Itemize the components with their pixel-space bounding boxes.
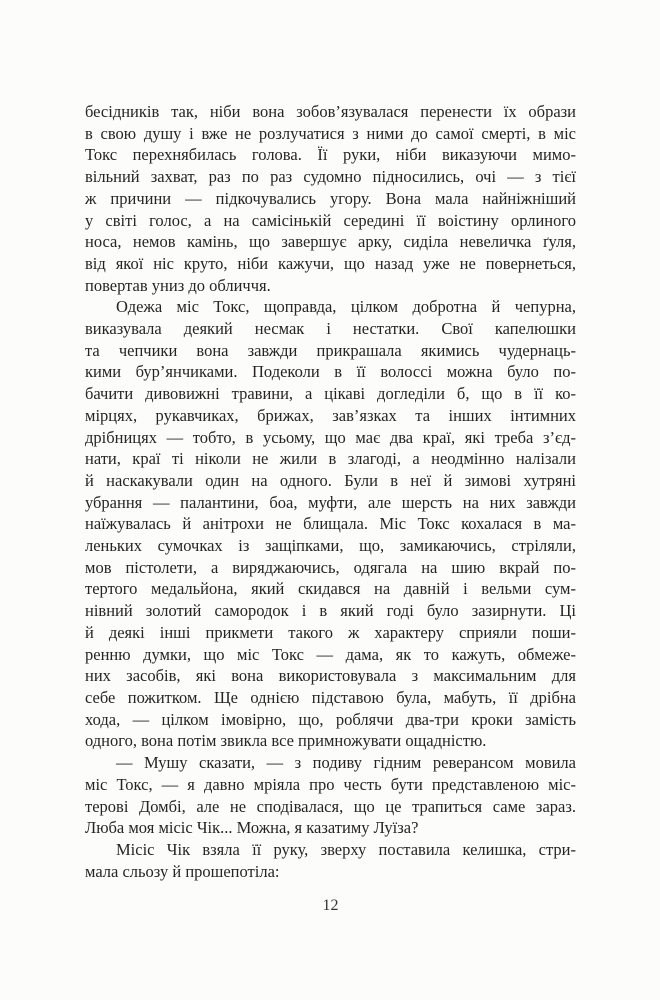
text-line: виказувала деякий несмак і нестатки. Свої капелюшки	[85, 319, 576, 339]
text-line: від якої ніс круто, ніби кажучи, що назад уже не повернеться,	[85, 253, 576, 273]
text-line: нівний золотий самородок і в який годі було зазирнути. Ці	[85, 601, 576, 621]
text-line: у світі голос, а на самісінькій середині її воістину орлиного	[85, 210, 576, 230]
text-line: нати, краї ті ніколи не жили в злагоді, а неодмінно налізали	[85, 449, 576, 469]
text-line: кими бур’янчиками. Подеколи в її волоссі можна було по-	[85, 362, 576, 382]
paragraph	[85, 101, 576, 296]
text-line: них засобів, які вона використовувала з максимальним для	[85, 666, 576, 686]
text-line: повертав униз до обличчя.	[85, 275, 271, 295]
text-line: Токс перехнябилась голова. Її руки, ніби виказуючи мимо-	[85, 145, 576, 165]
text-line: вільний захват, раз по раз судомно підносились, очі — з тієї	[85, 167, 576, 187]
text-line: Люба моя місіс Чік... Можна, я казатиму Луїза?	[85, 818, 419, 838]
paragraph	[85, 296, 576, 752]
text-line: терові Домбі, але не сподівалася, що це трапиться саме зараз.	[85, 796, 576, 816]
text-line: мов пістолети, а виряджаючись, одягала на шию вкрай по-	[85, 557, 576, 577]
text-line: хода, — цілком імовірно, що, роблячи два-три кроки замість	[85, 709, 576, 729]
text-line: носа, немов камінь, що завершує арку, сиділа невеличка ґуля,	[85, 232, 576, 252]
text-line: леньких сумочках із защіпками, що, замикаючись, стріляли,	[85, 536, 576, 556]
paragraph	[85, 752, 576, 839]
text-line: убрання — палантини, боа, муфти, але шерсть на них завжди	[85, 492, 576, 512]
text-line: Місіс Чік взяла її руку, зверху поставила келишка, стри-	[116, 839, 576, 859]
text-line: Одежа міс Токс, щоправда, цілком добротна й чепурна,	[116, 297, 576, 317]
text-line: наїжувалась й анітрохи не блищала. Міс Токс кохалася в ма-	[85, 514, 576, 534]
text-line: та чепчики вона завжди прикрашала якимись чудернаць-	[85, 340, 576, 360]
text-line: себе пожитком. Ще однією підставою була, мабуть, її дрібна	[85, 687, 576, 707]
page-number: 12	[322, 897, 339, 914]
text-line: мала сльозу й прошепотіла:	[85, 861, 280, 881]
text-line: міс Токс, — я давно мріяла про честь бути представленою міс-	[85, 774, 576, 794]
text-line: одного, вона потім звикла все примножувати ощадністю.	[85, 731, 487, 751]
page-text-block	[85, 101, 576, 882]
text-line: в свою душу і вже не розлучатися з ними до самої смерті, в міс	[85, 123, 576, 143]
text-line: тертого медальйона, який скидався на давній і вельми сум-	[85, 579, 576, 599]
text-line: мірцях, рукавчиках, брижах, зав’язках та інших інтимних	[85, 405, 576, 425]
text-line: й деякі інші прикмети такого ж характеру сприяли поши-	[85, 622, 576, 642]
text-line: бачити дивовижні травини, а цікаві догледіли б, що в її ко-	[85, 384, 576, 404]
text-line: бесідників так, ніби вона зобов’язувалася перенести їх образи	[85, 102, 576, 121]
text-line: ренню думки, що міс Токс — дама, як то кажуть, обмеже-	[85, 644, 576, 664]
text-line: й наскакували один на одного. Були в неї й зимові хутряні	[85, 470, 576, 490]
text-line: ж причини — підкочувались угору. Вона мала найніжніший	[85, 188, 576, 208]
paragraph	[85, 839, 576, 882]
text-line: дрібницях — тобто, в усьому, що має два краї, які треба з’єд-	[85, 427, 576, 447]
text-line: — Мушу сказати, — з подиву гідним реверансом мовила	[116, 753, 576, 773]
